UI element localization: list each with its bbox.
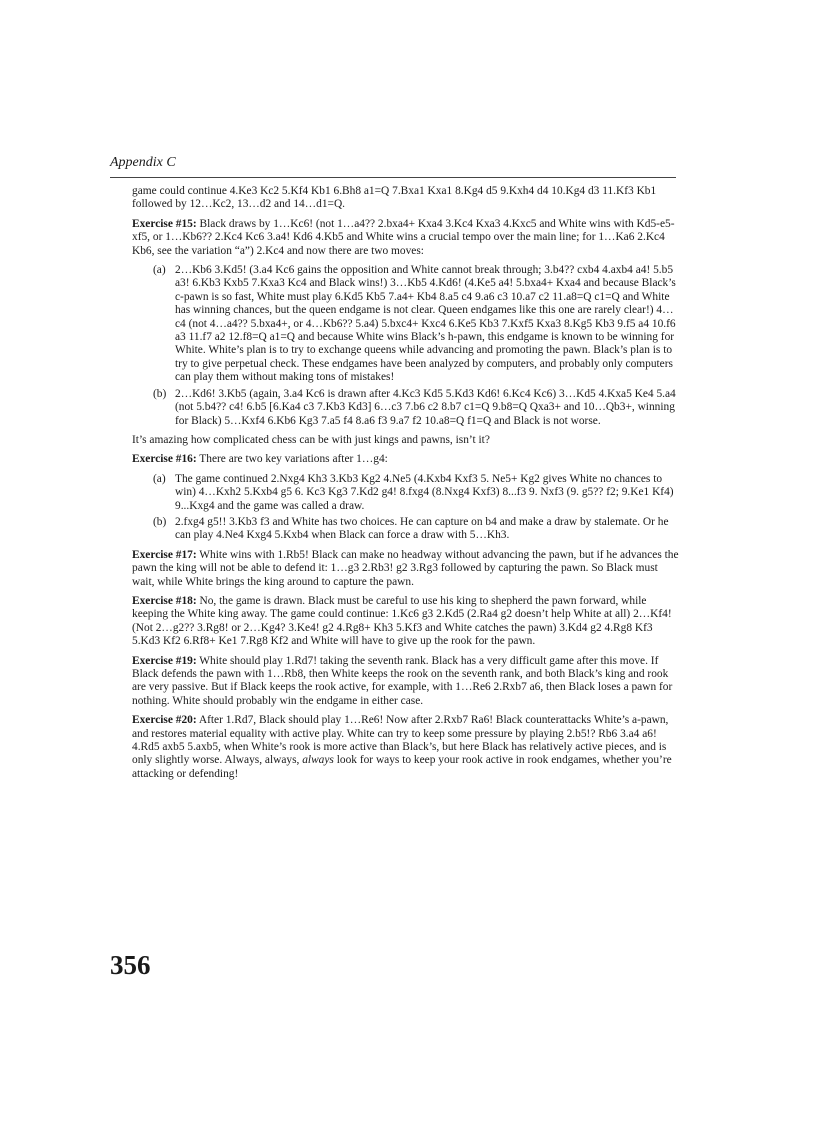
variation-item xyxy=(132,264,682,385)
exercise-18-label: Exercise #18: xyxy=(132,594,197,607)
exercise-15-text: Black draws by 1…Kc6! (not 1…a4?? 2.bxa4+ Kxa4 3.Kc4 Kxa3 4.Kxc5 and White wins with Kd5-e5-xf5, or 1…Kb6?? 2.Kc4 Kc6 3.a4! Kd6 4.Kb5 and White wins a crucial tempo over the main line; for 1…Ka6 2.Kc4 Kb6, see the variation “a”) 2.Kc4 and now there are two moves: xyxy=(132,217,675,257)
exercise-20-text: After 1.Rd7, Black should play 1…Re6! Now after 2.Rxb7 Ra6! Black counterattacks White’s a-pawn, and restores material equality with active play. White can try to keep some pressure by playing 2.b5!? Rb6 3.a4 a6! 4.Rd5 axb5 5.axb5, when White’s rook is more active than Black’s, but here Black has relatively active pieces, and is only slightly worse. Always, always, xyxy=(132,714,669,767)
variation-label: (a) xyxy=(153,472,166,485)
variation-item xyxy=(132,473,682,513)
variation-label: (a) xyxy=(153,264,166,277)
variation-text: 2.fxg4 g5!! 3.Kb3 f3 and White has two choices. He can capture on b4 and make a draw by stalemate. Or he can play 4.Ne4 Kxg4 5.Kxb4 when Black can force a draw with 5…Kh3. xyxy=(175,515,669,542)
exercise-17-text: White wins with 1.Rb5! Black can make no headway without advancing the pawn, but if he advances the pawn the king will not be able to defend it: 1…g3 2.Rb3! g2 3.Rg3 followed by capturing the pawn. So Black must wait, while White brings the king around to capture the pawn. xyxy=(132,548,679,588)
exercise-18 xyxy=(132,595,682,649)
running-header: Appendix C xyxy=(110,155,176,170)
answer-text xyxy=(132,185,682,787)
exercise-20-emphasis: always xyxy=(302,754,334,767)
variation-text: 2…Kb6 3.Kd5! (3.a4 Kc6 gains the opposition and White cannot break through; 3.b4?? cxb4 4.axb4 a4! 5.b5 a3! 6.Kb3 Kxb5 7.Kxa3 Kc4 and Black wins!) 3…Kb5 4.Kd6! (4.Ke5 a4! 5.bxa4+ Kxa4 and because Black’s c-pawn is so fast, White must play 6.Kd5 Kb5 7.a4+ Kb4 8.a5 c4 9.a6 c3 10.a7 c2 11.a8=Q c1=Q and White has winning chances, but the queen endgame is not clear. Queen endgames like this one are rarely clear!) 4…c4 (not 4…a4?? 5.bxa4+, or 4…Kb6?? 5.a4) 5.bxc4+ Kxc4 6.Ke5 Kb3 7.Kxf5 Kxa3 8.Kg5 Kb3 9.f5 a4 10.f6 a3 11.f7 a2 12.f8=Q a1=Q and because White wins Black’s h-pawn, this endgame is known to be winning for White. White’s plan is to try to exchange queens while advancing and promoting the pawn. Black’s plan is to try to give perpetual check. These endgames have been analyzed by computers, and probably only computers can play them without making tons of mistakes! xyxy=(175,264,676,384)
header-rule xyxy=(110,177,676,178)
exercise-19 xyxy=(132,655,682,709)
exercise-20 xyxy=(132,714,682,781)
exercise-20-label: Exercise #20: xyxy=(132,714,197,727)
exercise-16-text: There are two key variations after 1…g4: xyxy=(199,453,388,466)
intro-paragraph: game could continue 4.Ke3 Kc2 5.Kf4 Kb1 6.Bh8 a1=Q 7.Bxa1 Kxa1 8.Kg4 d5 9.Kxh4 d4 10.Kg4 d3 11.Kf3 Kb1 followed by 12…Kc2, 13…d2 and 14…d1=Q. xyxy=(132,185,657,211)
variation-item xyxy=(132,516,682,543)
exercise-17-label: Exercise #17: xyxy=(132,548,197,561)
exercise-19-label: Exercise #19: xyxy=(132,654,197,667)
exercise-15 xyxy=(132,218,682,258)
exercise-15-label: Exercise #15: xyxy=(132,217,197,230)
variation-label: (b) xyxy=(153,387,167,400)
page-number: 356 xyxy=(110,950,151,980)
variation-text: 2…Kd6! 3.Kb5 (again, 3.a4 Kc6 is drawn after 4.Kc3 Kd5 5.Kd3 Kd6! 6.Kc4 Kc6) 3…Kd5 4.Kxa5 Ke4 5.a4 (not 5.b4?? c4! 6.b5 [6.Ka4 c3 7.Kb3 Kd3] 6…c3 7.b6 c2 8.b7 c1=Q 9.b8=Q Qxa3+ and 10…Qb3+, winning for Black) 5…Kxf4 6.Kb6 Kg3 7.a5 f4 8.a6 f3 9.a7 f2 10.a8=Q f1=Q and Black is not worse. xyxy=(175,387,676,427)
exercise-16 xyxy=(132,453,682,466)
exercise-19-text: White should play 1.Rd7! taking the seventh rank. Black has a very difficult game after this move. If Black defends the pawn with 1…Rb8, then White keeps the rook on the seventh rank, and both Black’s king and rook are very passive. But if Black keeps the rook active, for example, with 1…Re6 2.Rxb7 a6, then Black loses a pawn for nothing. White should probably win the endgame in either case. xyxy=(132,654,673,707)
variation-label: (b) xyxy=(153,515,167,528)
variation-item xyxy=(132,388,682,428)
exercise-16-variations xyxy=(132,473,682,543)
variation-text: The game continued 2.Nxg4 Kh3 3.Kb3 Kg2 4.Ne5 (4.Kxb4 Kxf3 5. Ne5+ Kg2 gives White no chances to win) 4…Kxh2 5.Kxb4 g5 6. Kc3 Kg3 7.Kd2 g4! 8.fxg4 (8.Nxg4 Kxf3) 8...f3 9. Nxf3 (9. g5?? f2; 9.Ke1 Kf4) 9...Kxg4 and the game was called a draw. xyxy=(175,472,674,512)
exercise-18-text: No, the game is drawn. Black must be careful to use his king to shepherd the pawn forward, while keeping the White king away. The game could continue: 1.Kc6 g3 2.Kd5 (2.Ra4 g2 doesn’t help White at all) 2…Kf4! (Not 2…g2?? 3.Rg8! or 2…Kg4? 3.Ke4! g2 4.Rg8+ Kh3 5.Kf3 and White catches the pawn) 3.Kd4 g2 4.Rg8 Kf3 5.Kd3 Kf2 6.Rf8+ Ke1 7.Rg8 Kf2 and White will have to give up the rook for the pawn. xyxy=(132,594,672,648)
exercise-16-label: Exercise #16: xyxy=(132,453,197,466)
exercise-17 xyxy=(132,549,682,589)
exercise-20-text-end: look for ways to keep your rook active in rook endgames, whether you’re attacking or defending! xyxy=(132,754,672,780)
amazing-paragraph: It’s amazing how complicated chess can be with just kings and pawns, isn’t it? xyxy=(132,433,490,446)
exercise-15-variations xyxy=(132,264,682,428)
